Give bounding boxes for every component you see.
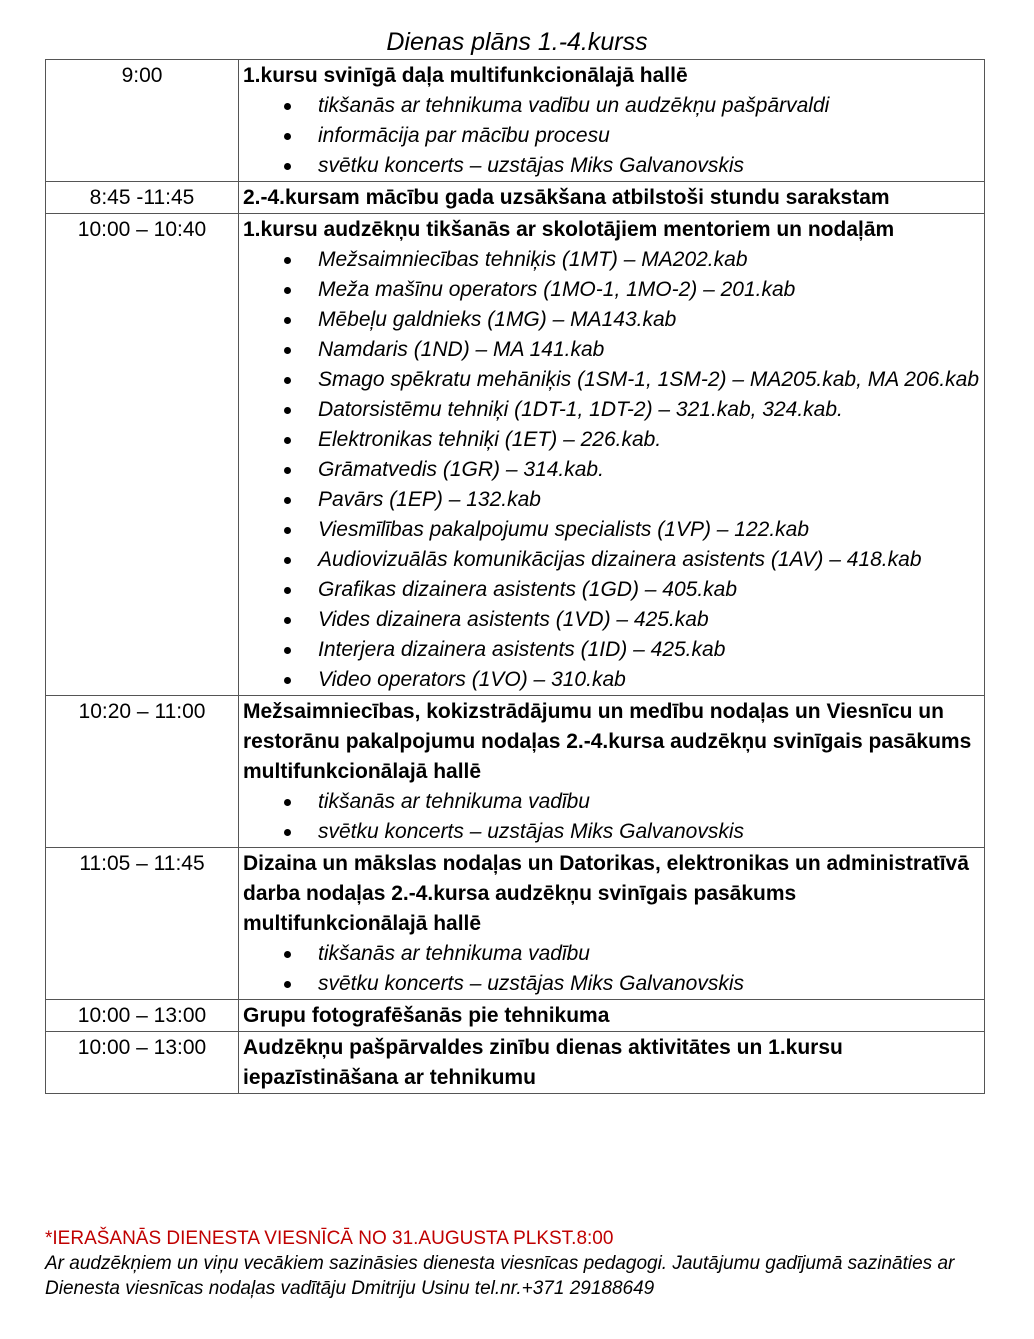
schedule-item-list (243, 91, 980, 181)
schedule-item-list (243, 245, 980, 695)
schedule-heading: Dizaina un mākslas nodaļas un Datorikas, elektronikas un administratīvā darba nodaļas 2.-4.kursa audzēkņu svinīgais pasākums multifunkcionālajā hallē (243, 852, 969, 935)
schedule-description (239, 1000, 985, 1032)
contact-info: Ar audzēkņiem un viņu vecākiem sazināsies dienesta viesnīcas pedagogi. Jautājumu gadījumā sazināties ar Dienesta viesnīcas nodaļas vadītāju Dmitriju Usinu tel.nr.+371 29188649 (45, 1253, 955, 1299)
schedule-time: 8:45 -11:45 (46, 182, 239, 214)
list-item: Vides dizainera asistents (1VD) – 425.kab (318, 605, 980, 635)
list-item: Mēbeļu galdnieks (1MG) – MA143.kab (318, 305, 980, 335)
list-item: informācija par mācību procesu (318, 121, 980, 151)
schedule-heading: 1.kursu audzēkņu tikšanās ar skolotājiem mentoriem un nodaļām (243, 218, 895, 241)
list-item: Mežsaimniecības tehniķis (1MT) – MA202.kab (318, 245, 980, 275)
list-item: tikšanās ar tehnikuma vadību (318, 787, 980, 817)
schedule-time: 10:00 – 13:00 (46, 1032, 239, 1094)
notes-section (45, 1226, 985, 1301)
list-item: tikšanās ar tehnikuma vadību (318, 939, 980, 969)
schedule-description (239, 60, 985, 182)
schedule-item-list (243, 787, 980, 847)
schedule-heading: 1.kursu svinīgā daļa multifunkcionālajā hallē (243, 64, 688, 87)
schedule-heading: Mežsaimniecības, kokizstrādājumu un medību nodaļas un Viesnīcu un restorānu pakalpojumu nodaļas 2.-4.kursa audzēkņu svinīgais pasākums multifunkcionālajā hallē (243, 700, 972, 783)
list-item: Video operators (1VO) – 310.kab (318, 665, 980, 695)
schedule-row (46, 848, 985, 1000)
schedule-description (239, 182, 985, 214)
list-item: Pavārs (1EP) – 132.kab (318, 485, 980, 515)
schedule-row (46, 60, 985, 182)
list-item: Namdaris (1ND) – MA 141.kab (318, 335, 980, 365)
list-item: Interjera dizainera asistents (1ID) – 425.kab (318, 635, 980, 665)
schedule-description (239, 1032, 985, 1094)
list-item: svētku koncerts – uzstājas Miks Galvanovskis (318, 969, 980, 999)
list-item: Smago spēkratu mehāniķis (1SM-1, 1SM-2) – MA205.kab, MA 206.kab (318, 365, 980, 395)
schedule-heading: Grupu fotografēšanās pie tehnikuma (243, 1004, 610, 1027)
schedule-description (239, 214, 985, 696)
list-item: svētku koncerts – uzstājas Miks Galvanovskis (318, 817, 980, 847)
schedule-table (45, 59, 985, 1094)
schedule-row (46, 214, 985, 696)
list-item: Datorsistēmu tehniķi (1DT-1, 1DT-2) – 321.kab, 324.kab. (318, 395, 980, 425)
schedule-row (46, 182, 985, 214)
schedule-body (46, 60, 985, 1094)
schedule-description (239, 696, 985, 848)
list-item: Viesmīlības pakalpojumu specialists (1VP) – 122.kab (318, 515, 980, 545)
schedule-row (46, 696, 985, 848)
schedule-time: 9:00 (46, 60, 239, 182)
schedule-row (46, 1032, 985, 1094)
page-title: Dienas plāns 1.-4.kurss (386, 28, 648, 56)
list-item: Meža mašīnu operators (1MO-1, 1MO-2) – 201.kab (318, 275, 980, 305)
list-item: tikšanās ar tehnikuma vadību un audzēkņu pašpārvaldi (318, 91, 980, 121)
schedule-row (46, 1000, 985, 1032)
list-item: Audiovizuālās komunikācijas dizainera asistents (1AV) – 418.kab (318, 545, 980, 575)
schedule-time: 10:00 – 10:40 (46, 214, 239, 696)
list-item: svētku koncerts – uzstājas Miks Galvanovskis (318, 151, 980, 181)
list-item: Grafikas dizainera asistents (1GD) – 405.kab (318, 575, 980, 605)
schedule-heading: 2.-4.kursam mācību gada uzsākšana atbilstoši stundu sarakstam (243, 186, 890, 209)
list-item: Grāmatvedis (1GR) – 314.kab. (318, 455, 980, 485)
arrival-alert: *IERAŠANĀS DIENESTA VIESNĪCĀ NO 31.AUGUSTA PLKST.8:00 (45, 1228, 614, 1249)
schedule-time: 10:00 – 13:00 (46, 1000, 239, 1032)
schedule-description (239, 848, 985, 1000)
schedule-time: 10:20 – 11:00 (46, 696, 239, 848)
schedule-item-list (243, 939, 980, 999)
list-item: Elektronikas tehniķi (1ET) – 226.kab. (318, 425, 980, 455)
schedule-time: 11:05 – 11:45 (46, 848, 239, 1000)
schedule-heading: Audzēkņu pašpārvaldes zinību dienas aktivitātes un 1.kursu iepazīstināšana ar tehnikumu (243, 1036, 843, 1089)
